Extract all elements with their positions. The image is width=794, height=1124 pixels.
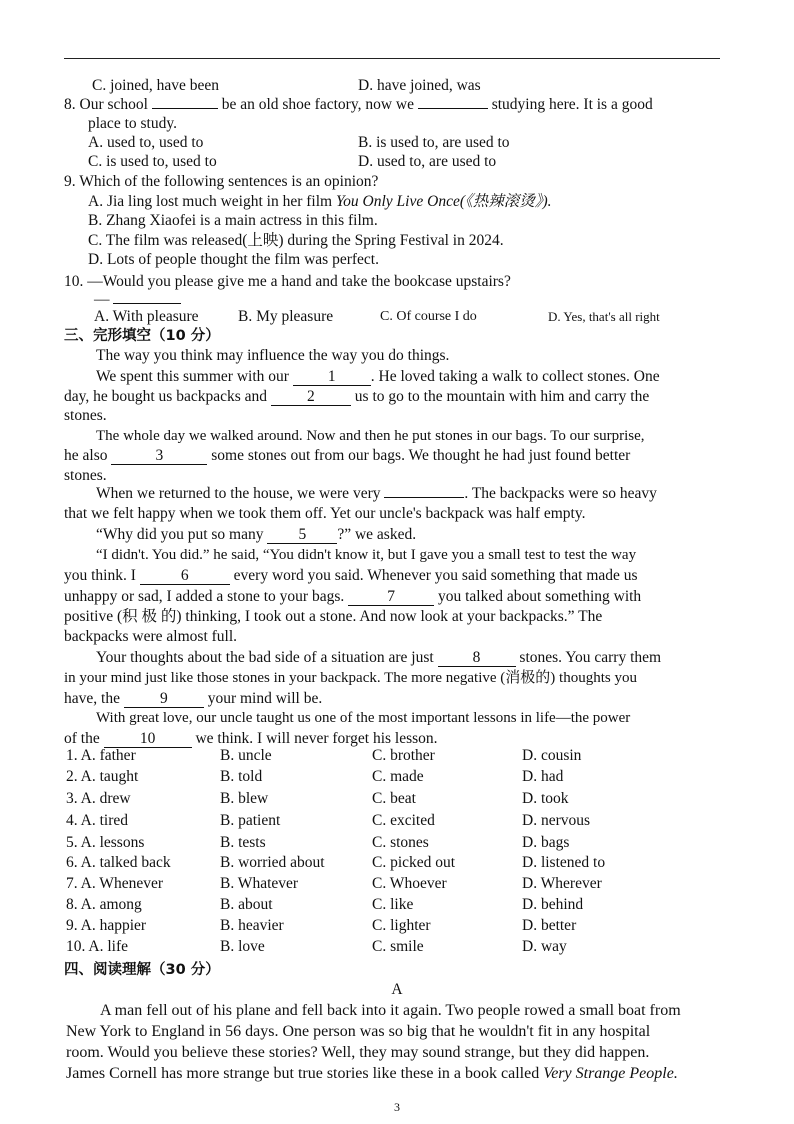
cloze-line-7: stones. — [64, 467, 107, 484]
cloze-blank-10: 10 — [104, 730, 192, 748]
option-row — [0, 747, 794, 767]
option-d: D. way — [522, 938, 567, 955]
option-b: B. worried about — [220, 854, 325, 871]
passage-label: A — [391, 981, 403, 998]
option-c: C. lighter — [372, 917, 431, 934]
header-rule — [64, 58, 720, 59]
page-number: 3 — [394, 1100, 400, 1114]
cloze-blank-4 — [384, 497, 464, 498]
q8-stem: 8. Our school be an old shoe factory, now we studying here. It is a good — [64, 96, 653, 113]
option-b: B. love — [220, 938, 265, 955]
passage-line-1: A man fell out of his plane and fell back into it again. Two people rowed a small boat from — [100, 1002, 681, 1019]
q10-option-d: D. Yes, that's all right — [548, 309, 660, 324]
cloze-line-9: that we felt happy when we took them off. Yet our uncle's backpack was half empty. — [64, 505, 586, 522]
q8-stem-cont: place to study. — [88, 115, 177, 132]
cloze-line-13: unhappy or sad, I added a stone to your bags. 7 you talked about something with — [64, 588, 642, 605]
option-a: 3. A. drew — [66, 790, 131, 807]
q10-response: — — [94, 290, 181, 310]
cloze-line-1: The way you think may influence the way you do things. — [96, 347, 450, 364]
option-d: D. cousin — [522, 747, 582, 764]
q10-stem: 10. —Would you please give me a hand and take the bookcase upstairs? — [64, 273, 511, 290]
cloze-blank-8: 8 — [438, 649, 516, 667]
q8-option-c: C. is used to, used to — [88, 153, 217, 170]
option-d: D. listened to — [522, 854, 606, 871]
cloze-line-11: “I didn't. You did.” he said, “You didn't know it, but I gave you a small test to test the way — [96, 547, 637, 563]
cloze-line-14: positive (积 极 的) thinking, I took out a stone. And now look at your backpacks.” The — [64, 608, 603, 625]
option-d: D. Wherever — [522, 875, 602, 892]
option-c: C. beat — [372, 790, 416, 807]
option-c: C. Whoever — [372, 875, 447, 892]
cloze-line-15: backpacks were almost full. — [64, 628, 238, 645]
q9-option-d: D. Lots of people thought the film was perfect. — [88, 251, 379, 268]
option-b: B. blew — [220, 790, 269, 807]
cloze-line-18: have, the 9 your mind will be. — [64, 690, 323, 707]
option-c: C. stones — [372, 834, 429, 851]
option-c: C. like — [372, 896, 414, 913]
cloze-blank-9: 9 — [124, 690, 204, 708]
cloze-line-6: he also 3 some stones out from our bags. We thought he had just found better — [64, 447, 631, 464]
q7-option-c: C. joined, have been — [92, 77, 219, 94]
q7-option-d: D. have joined, was — [358, 77, 481, 94]
passage-line-3: room. Would you believe these stories? Well, they may sound strange, but they did happen. — [66, 1044, 650, 1061]
option-row — [0, 896, 794, 916]
option-a: 5. A. lessons — [66, 834, 145, 851]
q9-option-b: B. Zhang Xiaofei is a main actress in this film. — [88, 212, 378, 229]
q8-blank-1 — [152, 108, 218, 109]
cloze-line-17: in your mind just like those stones in your backpack. The more negative (消极的) thoughts you — [64, 670, 637, 686]
option-b: B. tests — [220, 834, 266, 851]
cloze-line-20: of the 10 we think. I will never forget his lesson. — [64, 730, 438, 747]
option-row — [0, 768, 794, 788]
option-row — [0, 938, 794, 958]
q8-option-a: A. used to, used to — [88, 134, 204, 151]
q10-option-c: C. Of course I do — [380, 309, 477, 324]
cloze-line-10: “Why did you put so many 5 ?” we asked. — [96, 526, 417, 543]
option-a: 4. A. tired — [66, 812, 128, 829]
option-row — [0, 917, 794, 937]
option-b: B. Whatever — [220, 875, 299, 892]
option-a: 2. A. taught — [66, 768, 139, 785]
q10-option-a: A. With pleasure — [94, 308, 199, 325]
cloze-blank-3: 3 — [111, 447, 207, 465]
option-b: B. heavier — [220, 917, 284, 934]
q8-option-b: B. is used to, are used to — [358, 134, 510, 151]
section-4-title: 四、阅读理解（30 分） — [64, 962, 220, 978]
option-c: C. excited — [372, 812, 435, 829]
option-d: D. better — [522, 917, 577, 934]
section-3-title: 三、完形填空（10 分） — [64, 328, 220, 344]
option-a: 7. A. Whenever — [66, 875, 163, 892]
option-row — [0, 875, 794, 895]
option-b: B. patient — [220, 812, 281, 829]
option-c: C. brother — [372, 747, 435, 764]
cloze-line-3: day, he bought us backpacks and 2 us to go to the mountain with him and carry the — [64, 388, 650, 405]
cloze-line-19: With great love, our uncle taught us one of the most important lessons in life—the power — [96, 710, 631, 726]
cloze-blank-5: 5 — [267, 526, 337, 544]
q8-blank-2 — [418, 108, 488, 109]
cloze-blank-2: 2 — [271, 388, 351, 406]
option-c: C. smile — [372, 938, 424, 955]
option-row — [0, 834, 794, 854]
cloze-blank-1: 1 — [293, 368, 371, 386]
q10-blank — [113, 303, 181, 304]
q9-option-a: A. Jia ling lost much weight in her film You Only Live Once(《热辣滚烫》). — [88, 193, 552, 210]
option-a: 6. A. talked back — [66, 854, 171, 871]
option-d: D. behind — [522, 896, 584, 913]
q10-option-b: B. My pleasure — [238, 308, 334, 325]
option-d: D. nervous — [522, 812, 591, 829]
q9-stem: 9. Which of the following sentences is an opinion? — [64, 173, 379, 190]
passage-line-4: James Cornell has more strange but true stories like these in a book called Very Strange People. — [66, 1065, 678, 1082]
cloze-line-12: you think. I 6 every word you said. Whenever you said something that made us — [64, 567, 638, 584]
cloze-line-2: We spent this summer with our 1 . He loved taking a walk to collect stones. One — [96, 368, 660, 385]
option-d: D. bags — [522, 834, 570, 851]
cloze-line-16: Your thoughts about the bad side of a situation are just 8 stones. You carry them — [96, 649, 662, 666]
option-a: 1. A. father — [66, 747, 136, 764]
option-c: C. made — [372, 768, 424, 785]
option-row — [0, 790, 794, 810]
cloze-line-8: When we returned to the house, we were very . The backpacks were so heavy — [96, 485, 657, 502]
option-a: 8. A. among — [66, 896, 142, 913]
passage-line-2: New York to England in 56 days. One person was so big that he wouldn't fit in any hospital — [66, 1023, 651, 1040]
option-b: B. about — [220, 896, 273, 913]
cloze-blank-6: 6 — [140, 567, 230, 585]
option-d: D. took — [522, 790, 569, 807]
q9-option-c: C. The film was released(上映) during the Spring Festival in 2024. — [88, 232, 504, 249]
option-d: D. had — [522, 768, 564, 785]
cloze-line-4: stones. — [64, 407, 107, 424]
option-row — [0, 854, 794, 874]
option-row — [0, 812, 794, 832]
option-c: C. picked out — [372, 854, 456, 871]
cloze-blank-7: 7 — [348, 588, 434, 606]
option-a: 10. A. life — [66, 938, 128, 955]
option-a: 9. A. happier — [66, 917, 147, 934]
option-b: B. uncle — [220, 747, 272, 764]
q8-option-d: D. used to, are used to — [358, 153, 497, 170]
cloze-line-5: The whole day we walked around. Now and then he put stones in our bags. To our surprise, — [96, 428, 645, 444]
option-b: B. told — [220, 768, 263, 785]
